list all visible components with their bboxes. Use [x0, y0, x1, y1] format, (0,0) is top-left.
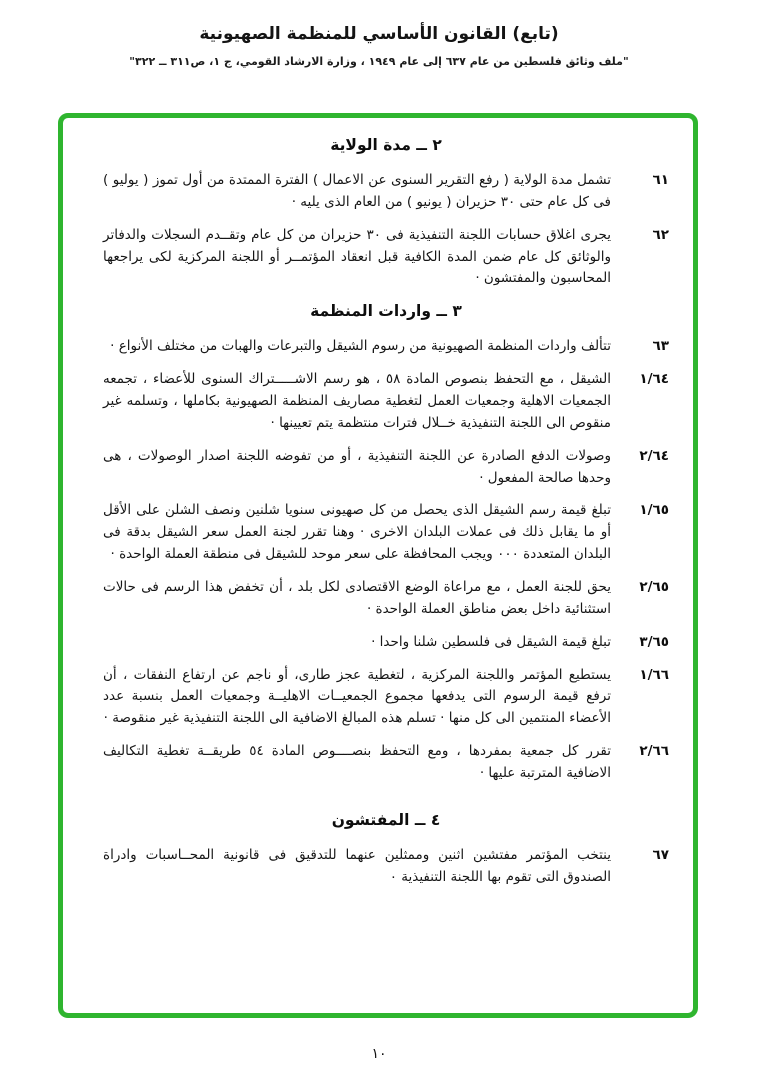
article-number: ٦٣ — [652, 338, 669, 355]
section-heading: ٢ ــ مدة الولاية — [330, 136, 442, 154]
section-heading: ٣ ــ واردات المنظمة — [310, 302, 462, 321]
article-number: ١/٦٤ — [639, 371, 669, 388]
article-number: ٢/٦٥ — [639, 579, 669, 596]
article-text: تقرر كل جمعية بمفردها ، ومع التحفظ بنصــــوص المادة ٥٤ طريقــة تغطية التكاليف الاضافية المترتبة عليها · — [103, 743, 611, 782]
article-number: ٢/٦٤ — [639, 447, 669, 464]
article-text: يحق للجنة العمل ، مع مراعاة الوضع الاقتصادى لكل بلد ، أن تخفض هذا الرسم فى حالات استثنائية داخل بعض مناطق العملة الواحدة · — [103, 579, 611, 617]
section-inspectors — [103, 811, 669, 889]
article-item — [103, 665, 669, 731]
article-number: ٢/٦٦ — [639, 743, 669, 760]
article-text: تتألف واردات المنظمة الصهيونية من رسوم الشيقل والتبرعات والهبات من مختلف الأنواع · — [110, 338, 611, 355]
article-item — [103, 845, 669, 889]
article-item — [103, 225, 669, 291]
article-number: ١/٦٦ — [639, 666, 669, 683]
article-item — [103, 741, 669, 785]
article-text: تبلغ قيمة رسم الشيقل الذى يحصل من كل صهيونى سنويا شلنين ونصف الشلن على الأقل أو ما يقابل ذلك فى عملات البلدان الاخرى · وهنا تقرر لجنة العمل سعر الشيقل بدقة فى البلدان المتعددة ٠٠٠ ويجب المحافظة على سعر موحد للشيقل فى منطقة العملة الواحدة · — [103, 502, 611, 563]
article-item — [103, 500, 669, 566]
document-title: (تابع) القانون الأساسي للمنظمة الصهيونية — [199, 24, 559, 44]
article-item — [103, 369, 669, 435]
article-text: يستطيع المؤتمر واللجنة المركزية ، لتغطية عجز طارى، أو ناجم عن ارتفاع النفقات ، أن ترفع قيمة الرسوم التى يدفعها مجموع الجمعيــات الاهليــة وجمعيات العمل بنسبة عدد الأعضاء المنتمين الى كل منها · تسلم هذه المبالغ الاضافية الى اللجنة التنفيذية غير منقوصة · — [103, 666, 611, 727]
article-number: ٦٧ — [652, 846, 669, 863]
page-number: ١٠ — [371, 1046, 387, 1062]
article-text: تشمل مدة الولاية ( رفع التقرير السنوى عن الاعمال ) الفترة الممتدة من أول تموز ( يوليو ) فى كل عام حتى ٣٠ حزيران ( يونيو ) من العام الذى يليه · — [103, 172, 611, 210]
section-organization-revenues — [103, 302, 669, 785]
article-text: يجرى اغلاق حسابات اللجنة التنفيذية فى ٣٠ حزيران من كل عام وتقــدم السجلات والدفاتر والوثائق كل عام ضمن المدة الكافية قبل انعقاد المؤتمــر أو اللجنة المركزية لكى يراجعها المحاسبون والمفتشون · — [103, 226, 611, 287]
article-text: وصولات الدفع الصادرة عن اللجنة التنفيذية ، أو من تفوضه اللجنة اصدار الوصولات ، هى وحدها صالحة المفعول · — [103, 447, 611, 486]
article-item — [103, 336, 669, 358]
article-number: ٦٢ — [652, 226, 669, 243]
document-citation: "ملف وثائق فلسطين من عام ٦٣٧ إلى عام ١٩٤٩ ، وزارة الارشاد القومي، ج ١، ص٣١١ ــ ٣٢٢" — [129, 55, 629, 68]
article-text: الشيقل ، مع التحفظ بنصوص المادة ٥٨ ، هو رسم الاشـــــتراك السنوى للأعضاء ، تجمعه الجمعيات الاهلية وجمعيات العمل لتغطية مصاريف المنظمة الصهيونية بكاملها ، وتسلمه غير منقوص الى اللجنة التنفيذية خــلال فترات منتظمة يتم تعيينها · — [103, 371, 611, 431]
article-text: تبلغ قيمة الشيقل فى فلسطين شلنا واحدا · — [371, 633, 611, 650]
content-box — [58, 113, 698, 1018]
article-item — [103, 632, 669, 654]
section-term-of-office — [103, 136, 669, 290]
article-item — [103, 577, 669, 621]
article-text: ينتخب المؤتمر مفتشين اثنين وممثلين عنهما للتدقيق فى قانونية المحــاسبات وادراة الصندوق التى تقوم بها اللجنة التنفيذية ٠ — [103, 846, 611, 885]
article-number: ٣/٦٥ — [639, 633, 669, 650]
document-header — [0, 0, 758, 68]
article-number: ١/٦٥ — [639, 502, 669, 519]
article-item — [103, 170, 669, 214]
article-number: ٦١ — [652, 172, 669, 188]
section-heading: ٤ ــ المفتشون — [331, 810, 441, 829]
article-item — [103, 446, 669, 490]
